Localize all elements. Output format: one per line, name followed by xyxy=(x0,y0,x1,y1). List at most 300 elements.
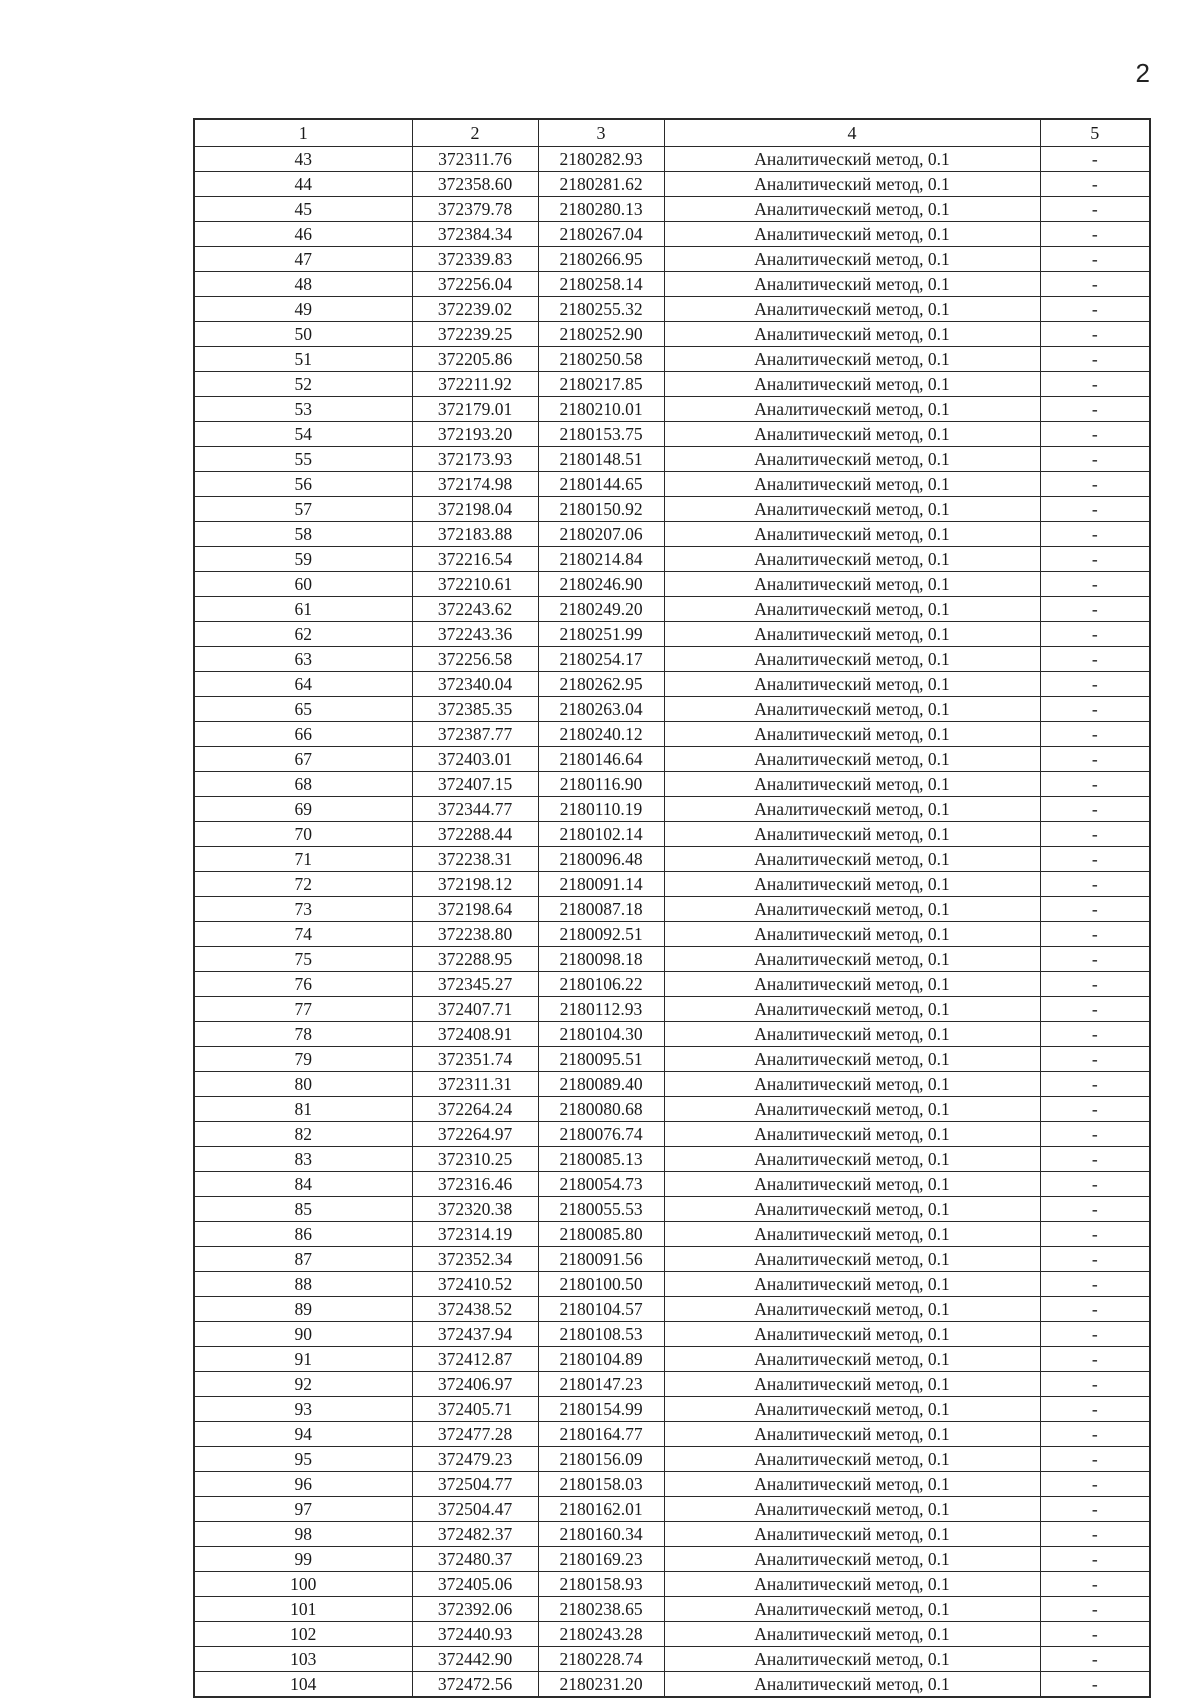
point-number-cell: 78 xyxy=(194,1022,412,1047)
point-number-cell: 68 xyxy=(194,772,412,797)
method-cell: Аналитический метод, 0.1 xyxy=(664,222,1040,247)
page-number: 2 xyxy=(1135,58,1150,88)
y-coordinate-cell: 2180085.80 xyxy=(538,1222,664,1247)
x-coordinate-cell: 372205.86 xyxy=(412,347,538,372)
note-cell: - xyxy=(1040,1047,1150,1072)
note-cell: - xyxy=(1040,972,1150,997)
method-cell: Аналитический метод, 0.1 xyxy=(664,1297,1040,1322)
point-number-cell: 90 xyxy=(194,1322,412,1347)
x-coordinate-cell: 372392.06 xyxy=(412,1597,538,1622)
y-coordinate-cell: 2180210.01 xyxy=(538,397,664,422)
method-cell: Аналитический метод, 0.1 xyxy=(664,572,1040,597)
method-cell: Аналитический метод, 0.1 xyxy=(664,1472,1040,1497)
method-cell: Аналитический метод, 0.1 xyxy=(664,1072,1040,1097)
method-cell: Аналитический метод, 0.1 xyxy=(664,722,1040,747)
table-row xyxy=(194,972,1150,997)
point-number-cell: 70 xyxy=(194,822,412,847)
y-coordinate-cell: 2180258.14 xyxy=(538,272,664,297)
table-row xyxy=(194,522,1150,547)
x-coordinate-cell: 372407.15 xyxy=(412,772,538,797)
x-coordinate-cell: 372351.74 xyxy=(412,1047,538,1072)
point-number-cell: 60 xyxy=(194,572,412,597)
x-coordinate-cell: 372379.78 xyxy=(412,197,538,222)
table-row xyxy=(194,1022,1150,1047)
y-coordinate-cell: 2180164.77 xyxy=(538,1422,664,1447)
y-coordinate-cell: 2180102.14 xyxy=(538,822,664,847)
note-cell: - xyxy=(1040,922,1150,947)
x-coordinate-cell: 372198.04 xyxy=(412,497,538,522)
table-row xyxy=(194,1222,1150,1247)
y-coordinate-cell: 2180252.90 xyxy=(538,322,664,347)
y-coordinate-cell: 2180089.40 xyxy=(538,1072,664,1097)
method-cell: Аналитический метод, 0.1 xyxy=(664,1197,1040,1222)
note-cell: - xyxy=(1040,147,1150,172)
y-coordinate-cell: 2180251.99 xyxy=(538,622,664,647)
point-number-cell: 69 xyxy=(194,797,412,822)
method-cell: Аналитический метод, 0.1 xyxy=(664,1422,1040,1447)
y-coordinate-cell: 2180228.74 xyxy=(538,1647,664,1672)
note-cell: - xyxy=(1040,622,1150,647)
y-coordinate-cell: 2180100.50 xyxy=(538,1272,664,1297)
x-coordinate-cell: 372311.31 xyxy=(412,1072,538,1097)
method-cell: Аналитический метод, 0.1 xyxy=(664,1447,1040,1472)
point-number-cell: 65 xyxy=(194,697,412,722)
note-cell: - xyxy=(1040,172,1150,197)
note-cell: - xyxy=(1040,1097,1150,1122)
table-row xyxy=(194,1522,1150,1547)
note-cell: - xyxy=(1040,872,1150,897)
note-cell: - xyxy=(1040,297,1150,322)
method-cell: Аналитический метод, 0.1 xyxy=(664,947,1040,972)
y-coordinate-cell: 2180263.04 xyxy=(538,697,664,722)
x-coordinate-cell: 372316.46 xyxy=(412,1172,538,1197)
table-row xyxy=(194,947,1150,972)
point-number-cell: 52 xyxy=(194,372,412,397)
y-coordinate-cell: 2180207.06 xyxy=(538,522,664,547)
point-number-cell: 59 xyxy=(194,547,412,572)
note-cell: - xyxy=(1040,1072,1150,1097)
method-cell: Аналитический метод, 0.1 xyxy=(664,897,1040,922)
y-coordinate-cell: 2180110.19 xyxy=(538,797,664,822)
x-coordinate-cell: 372264.97 xyxy=(412,1122,538,1147)
table-row xyxy=(194,1072,1150,1097)
x-coordinate-cell: 372256.58 xyxy=(412,647,538,672)
point-number-cell: 64 xyxy=(194,672,412,697)
point-number-cell: 84 xyxy=(194,1172,412,1197)
y-coordinate-cell: 2180087.18 xyxy=(538,897,664,922)
y-coordinate-cell: 2180098.18 xyxy=(538,947,664,972)
x-coordinate-cell: 372198.64 xyxy=(412,897,538,922)
x-coordinate-cell: 372480.37 xyxy=(412,1547,538,1572)
x-coordinate-cell: 372403.01 xyxy=(412,747,538,772)
note-cell: - xyxy=(1040,472,1150,497)
x-coordinate-cell: 372387.77 xyxy=(412,722,538,747)
note-cell: - xyxy=(1040,1622,1150,1647)
table-row xyxy=(194,1547,1150,1572)
method-cell: Аналитический метод, 0.1 xyxy=(664,422,1040,447)
x-coordinate-cell: 372216.54 xyxy=(412,547,538,572)
y-coordinate-cell: 2180153.75 xyxy=(538,422,664,447)
point-number-cell: 76 xyxy=(194,972,412,997)
x-coordinate-cell: 372479.23 xyxy=(412,1447,538,1472)
note-cell: - xyxy=(1040,1147,1150,1172)
method-cell: Аналитический метод, 0.1 xyxy=(664,1647,1040,1672)
method-cell: Аналитический метод, 0.1 xyxy=(664,347,1040,372)
table-row xyxy=(194,672,1150,697)
note-cell: - xyxy=(1040,422,1150,447)
table-row xyxy=(194,1272,1150,1297)
x-coordinate-cell: 372412.87 xyxy=(412,1347,538,1372)
x-coordinate-cell: 372437.94 xyxy=(412,1322,538,1347)
table-row xyxy=(194,1047,1150,1072)
table-row xyxy=(194,872,1150,897)
point-number-cell: 80 xyxy=(194,1072,412,1097)
method-cell: Аналитический метод, 0.1 xyxy=(664,247,1040,272)
note-cell: - xyxy=(1040,572,1150,597)
point-number-cell: 46 xyxy=(194,222,412,247)
method-cell: Аналитический метод, 0.1 xyxy=(664,147,1040,172)
point-number-cell: 55 xyxy=(194,447,412,472)
point-number-cell: 67 xyxy=(194,747,412,772)
table-row xyxy=(194,1422,1150,1447)
point-number-cell: 75 xyxy=(194,947,412,972)
x-coordinate-cell: 372405.06 xyxy=(412,1572,538,1597)
x-coordinate-cell: 372339.83 xyxy=(412,247,538,272)
note-cell: - xyxy=(1040,722,1150,747)
point-number-cell: 88 xyxy=(194,1272,412,1297)
note-cell: - xyxy=(1040,1372,1150,1397)
method-cell: Аналитический метод, 0.1 xyxy=(664,597,1040,622)
method-cell: Аналитический метод, 0.1 xyxy=(664,1322,1040,1347)
table-row xyxy=(194,422,1150,447)
method-cell: Аналитический метод, 0.1 xyxy=(664,547,1040,572)
note-cell: - xyxy=(1040,197,1150,222)
note-cell: - xyxy=(1040,1272,1150,1297)
table-row xyxy=(194,297,1150,322)
y-coordinate-cell: 2180162.01 xyxy=(538,1497,664,1522)
x-coordinate-cell: 372344.77 xyxy=(412,797,538,822)
x-coordinate-cell: 372193.20 xyxy=(412,422,538,447)
point-number-cell: 50 xyxy=(194,322,412,347)
table-row xyxy=(194,822,1150,847)
method-cell: Аналитический метод, 0.1 xyxy=(664,1097,1040,1122)
y-coordinate-cell: 2180243.28 xyxy=(538,1622,664,1647)
point-number-cell: 101 xyxy=(194,1597,412,1622)
method-cell: Аналитический метод, 0.1 xyxy=(664,647,1040,672)
point-number-cell: 74 xyxy=(194,922,412,947)
note-cell: - xyxy=(1040,1472,1150,1497)
point-number-cell: 95 xyxy=(194,1447,412,1472)
table-row xyxy=(194,1172,1150,1197)
method-cell: Аналитический метод, 0.1 xyxy=(664,1397,1040,1422)
y-coordinate-cell: 2180085.13 xyxy=(538,1147,664,1172)
note-cell: - xyxy=(1040,772,1150,797)
table-row xyxy=(194,1622,1150,1647)
y-coordinate-cell: 2180250.58 xyxy=(538,347,664,372)
note-cell: - xyxy=(1040,222,1150,247)
y-coordinate-cell: 2180154.99 xyxy=(538,1397,664,1422)
column-header: 2 xyxy=(412,119,538,147)
x-coordinate-cell: 372256.04 xyxy=(412,272,538,297)
point-number-cell: 47 xyxy=(194,247,412,272)
y-coordinate-cell: 2180076.74 xyxy=(538,1122,664,1147)
method-cell: Аналитический метод, 0.1 xyxy=(664,1497,1040,1522)
note-cell: - xyxy=(1040,1647,1150,1672)
note-cell: - xyxy=(1040,1172,1150,1197)
x-coordinate-cell: 372442.90 xyxy=(412,1647,538,1672)
x-coordinate-cell: 372174.98 xyxy=(412,472,538,497)
y-coordinate-cell: 2180104.89 xyxy=(538,1347,664,1372)
table-row xyxy=(194,772,1150,797)
point-number-cell: 49 xyxy=(194,297,412,322)
method-cell: Аналитический метод, 0.1 xyxy=(664,672,1040,697)
note-cell: - xyxy=(1040,1547,1150,1572)
method-cell: Аналитический метод, 0.1 xyxy=(664,1247,1040,1272)
table-row xyxy=(194,722,1150,747)
method-cell: Аналитический метод, 0.1 xyxy=(664,1147,1040,1172)
point-number-cell: 94 xyxy=(194,1422,412,1447)
method-cell: Аналитический метод, 0.1 xyxy=(664,1047,1040,1072)
table-row xyxy=(194,1372,1150,1397)
method-cell: Аналитический метод, 0.1 xyxy=(664,172,1040,197)
note-cell: - xyxy=(1040,347,1150,372)
point-number-cell: 45 xyxy=(194,197,412,222)
note-cell: - xyxy=(1040,797,1150,822)
point-number-cell: 63 xyxy=(194,647,412,672)
method-cell: Аналитический метод, 0.1 xyxy=(664,747,1040,772)
note-cell: - xyxy=(1040,397,1150,422)
x-coordinate-cell: 372504.77 xyxy=(412,1472,538,1497)
method-cell: Аналитический метод, 0.1 xyxy=(664,922,1040,947)
table-row xyxy=(194,347,1150,372)
point-number-cell: 62 xyxy=(194,622,412,647)
x-coordinate-cell: 372173.93 xyxy=(412,447,538,472)
table-row xyxy=(194,622,1150,647)
table-row xyxy=(194,1672,1150,1698)
y-coordinate-cell: 2180104.30 xyxy=(538,1022,664,1047)
x-coordinate-cell: 372239.25 xyxy=(412,322,538,347)
table-row xyxy=(194,497,1150,522)
method-cell: Аналитический метод, 0.1 xyxy=(664,822,1040,847)
table-row xyxy=(194,1497,1150,1522)
x-coordinate-cell: 372410.52 xyxy=(412,1272,538,1297)
method-cell: Аналитический метод, 0.1 xyxy=(664,397,1040,422)
x-coordinate-cell: 372243.36 xyxy=(412,622,538,647)
table-body xyxy=(194,147,1150,1698)
note-cell: - xyxy=(1040,1397,1150,1422)
table-row xyxy=(194,1397,1150,1422)
method-cell: Аналитический метод, 0.1 xyxy=(664,847,1040,872)
note-cell: - xyxy=(1040,747,1150,772)
column-header: 5 xyxy=(1040,119,1150,147)
note-cell: - xyxy=(1040,1322,1150,1347)
note-cell: - xyxy=(1040,447,1150,472)
x-coordinate-cell: 372384.34 xyxy=(412,222,538,247)
x-coordinate-cell: 372183.88 xyxy=(412,522,538,547)
table-row xyxy=(194,1647,1150,1672)
point-number-cell: 43 xyxy=(194,147,412,172)
point-number-cell: 97 xyxy=(194,1497,412,1522)
method-cell: Аналитический метод, 0.1 xyxy=(664,1372,1040,1397)
x-coordinate-cell: 372352.34 xyxy=(412,1247,538,1272)
y-coordinate-cell: 2180106.22 xyxy=(538,972,664,997)
table-row xyxy=(194,197,1150,222)
point-number-cell: 102 xyxy=(194,1622,412,1647)
table-row xyxy=(194,597,1150,622)
table-row xyxy=(194,222,1150,247)
table-row xyxy=(194,997,1150,1022)
method-cell: Аналитический метод, 0.1 xyxy=(664,197,1040,222)
x-coordinate-cell: 372310.25 xyxy=(412,1147,538,1172)
y-coordinate-cell: 2180104.57 xyxy=(538,1297,664,1322)
point-number-cell: 66 xyxy=(194,722,412,747)
note-cell: - xyxy=(1040,1522,1150,1547)
note-cell: - xyxy=(1040,822,1150,847)
point-number-cell: 83 xyxy=(194,1147,412,1172)
point-number-cell: 58 xyxy=(194,522,412,547)
method-cell: Аналитический метод, 0.1 xyxy=(664,697,1040,722)
table-row xyxy=(194,372,1150,397)
point-number-cell: 81 xyxy=(194,1097,412,1122)
y-coordinate-cell: 2180144.65 xyxy=(538,472,664,497)
point-number-cell: 71 xyxy=(194,847,412,872)
point-number-cell: 91 xyxy=(194,1347,412,1372)
note-cell: - xyxy=(1040,247,1150,272)
note-cell: - xyxy=(1040,1422,1150,1447)
method-cell: Аналитический метод, 0.1 xyxy=(664,1172,1040,1197)
y-coordinate-cell: 2180150.92 xyxy=(538,497,664,522)
y-coordinate-cell: 2180091.56 xyxy=(538,1247,664,1272)
note-cell: - xyxy=(1040,697,1150,722)
x-coordinate-cell: 372264.24 xyxy=(412,1097,538,1122)
y-coordinate-cell: 2180156.09 xyxy=(538,1447,664,1472)
y-coordinate-cell: 2180281.62 xyxy=(538,172,664,197)
note-cell: - xyxy=(1040,1447,1150,1472)
table-row xyxy=(194,172,1150,197)
method-cell: Аналитический метод, 0.1 xyxy=(664,872,1040,897)
method-cell: Аналитический метод, 0.1 xyxy=(664,1022,1040,1047)
x-coordinate-cell: 372288.95 xyxy=(412,947,538,972)
x-coordinate-cell: 372239.02 xyxy=(412,297,538,322)
table-row xyxy=(194,1472,1150,1497)
method-cell: Аналитический метод, 0.1 xyxy=(664,372,1040,397)
point-number-cell: 100 xyxy=(194,1572,412,1597)
note-cell: - xyxy=(1040,897,1150,922)
x-coordinate-cell: 372238.80 xyxy=(412,922,538,947)
point-number-cell: 54 xyxy=(194,422,412,447)
point-number-cell: 73 xyxy=(194,897,412,922)
point-number-cell: 89 xyxy=(194,1297,412,1322)
point-number-cell: 53 xyxy=(194,397,412,422)
table-row xyxy=(194,147,1150,172)
method-cell: Аналитический метод, 0.1 xyxy=(664,1597,1040,1622)
table-header-row xyxy=(194,119,1150,147)
y-coordinate-cell: 2180238.65 xyxy=(538,1597,664,1622)
note-cell: - xyxy=(1040,522,1150,547)
point-number-cell: 72 xyxy=(194,872,412,897)
y-coordinate-cell: 2180249.20 xyxy=(538,597,664,622)
note-cell: - xyxy=(1040,1497,1150,1522)
method-cell: Аналитический метод, 0.1 xyxy=(664,1272,1040,1297)
method-cell: Аналитический метод, 0.1 xyxy=(664,322,1040,347)
y-coordinate-cell: 2180254.17 xyxy=(538,647,664,672)
point-number-cell: 99 xyxy=(194,1547,412,1572)
x-coordinate-cell: 372358.60 xyxy=(412,172,538,197)
y-coordinate-cell: 2180240.12 xyxy=(538,722,664,747)
method-cell: Аналитический метод, 0.1 xyxy=(664,1672,1040,1698)
y-coordinate-cell: 2180112.93 xyxy=(538,997,664,1022)
y-coordinate-cell: 2180146.64 xyxy=(538,747,664,772)
x-coordinate-cell: 372320.38 xyxy=(412,1197,538,1222)
table-row xyxy=(194,1147,1150,1172)
x-coordinate-cell: 372477.28 xyxy=(412,1422,538,1447)
point-number-cell: 44 xyxy=(194,172,412,197)
note-cell: - xyxy=(1040,1572,1150,1597)
note-cell: - xyxy=(1040,1197,1150,1222)
table-row xyxy=(194,572,1150,597)
table-row xyxy=(194,1297,1150,1322)
x-coordinate-cell: 372504.47 xyxy=(412,1497,538,1522)
x-coordinate-cell: 372345.27 xyxy=(412,972,538,997)
x-coordinate-cell: 372243.62 xyxy=(412,597,538,622)
note-cell: - xyxy=(1040,1297,1150,1322)
table-row xyxy=(194,1197,1150,1222)
note-cell: - xyxy=(1040,647,1150,672)
table-row xyxy=(194,747,1150,772)
note-cell: - xyxy=(1040,1122,1150,1147)
x-coordinate-cell: 372211.92 xyxy=(412,372,538,397)
note-cell: - xyxy=(1040,947,1150,972)
method-cell: Аналитический метод, 0.1 xyxy=(664,1572,1040,1597)
point-number-cell: 51 xyxy=(194,347,412,372)
x-coordinate-cell: 372405.71 xyxy=(412,1397,538,1422)
column-header: 1 xyxy=(194,119,412,147)
table-row xyxy=(194,1122,1150,1147)
note-cell: - xyxy=(1040,322,1150,347)
table-row xyxy=(194,472,1150,497)
table-row xyxy=(194,1322,1150,1347)
point-number-cell: 48 xyxy=(194,272,412,297)
method-cell: Аналитический метод, 0.1 xyxy=(664,972,1040,997)
x-coordinate-cell: 372210.61 xyxy=(412,572,538,597)
y-coordinate-cell: 2180214.84 xyxy=(538,547,664,572)
y-coordinate-cell: 2180108.53 xyxy=(538,1322,664,1347)
table-row xyxy=(194,447,1150,472)
table-row xyxy=(194,272,1150,297)
coordinates-table xyxy=(193,118,1151,1698)
x-coordinate-cell: 372472.56 xyxy=(412,1672,538,1698)
point-number-cell: 103 xyxy=(194,1647,412,1672)
x-coordinate-cell: 372238.31 xyxy=(412,847,538,872)
y-coordinate-cell: 2180148.51 xyxy=(538,447,664,472)
point-number-cell: 77 xyxy=(194,997,412,1022)
y-coordinate-cell: 2180282.93 xyxy=(538,147,664,172)
method-cell: Аналитический метод, 0.1 xyxy=(664,622,1040,647)
method-cell: Аналитический метод, 0.1 xyxy=(664,1522,1040,1547)
y-coordinate-cell: 2180231.20 xyxy=(538,1672,664,1698)
y-coordinate-cell: 2180255.32 xyxy=(538,297,664,322)
method-cell: Аналитический метод, 0.1 xyxy=(664,797,1040,822)
y-coordinate-cell: 2180096.48 xyxy=(538,847,664,872)
table-row xyxy=(194,247,1150,272)
y-coordinate-cell: 2180095.51 xyxy=(538,1047,664,1072)
x-coordinate-cell: 372407.71 xyxy=(412,997,538,1022)
y-coordinate-cell: 2180080.68 xyxy=(538,1097,664,1122)
table-row xyxy=(194,547,1150,572)
note-cell: - xyxy=(1040,1597,1150,1622)
point-number-cell: 82 xyxy=(194,1122,412,1147)
point-number-cell: 98 xyxy=(194,1522,412,1547)
